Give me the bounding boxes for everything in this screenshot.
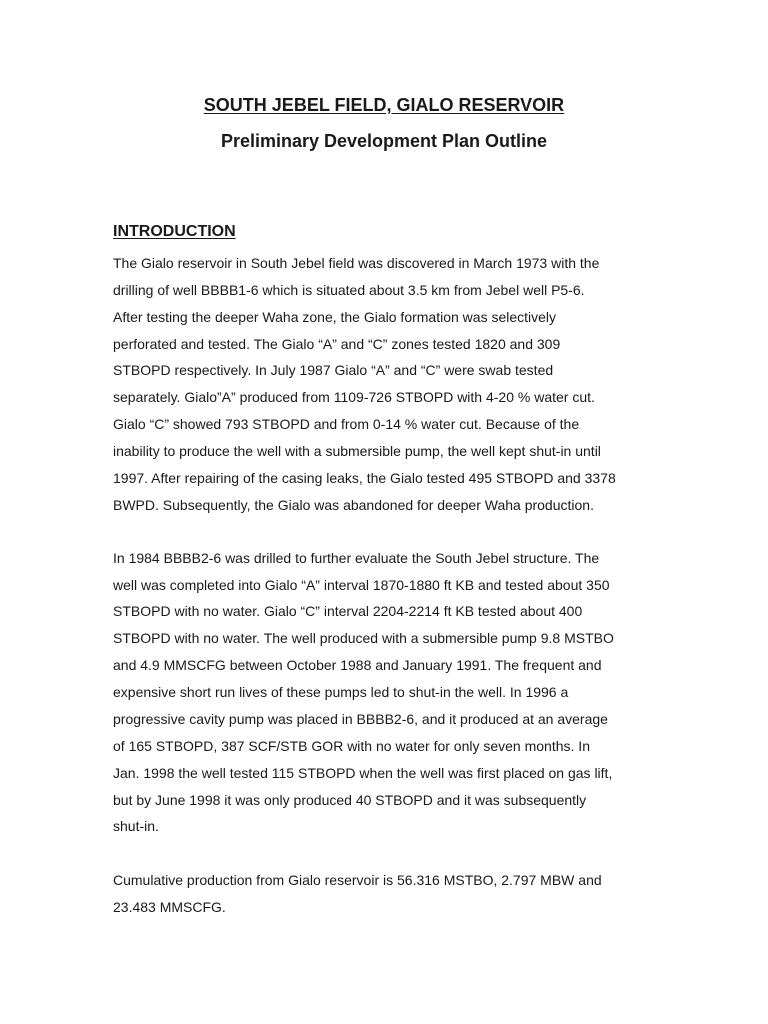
paragraph-line: Jan. 1998 the well tested 115 STBOPD when the well was first placed on gas lift, xyxy=(113,765,613,781)
paragraph-line: Cumulative production from Gialo reservoir is 56.316 MSTBO, 2.797 MBW and xyxy=(113,872,602,888)
paragraph-line: In 1984 BBBB2-6 was drilled to further evaluate the South Jebel structure. The xyxy=(113,550,600,566)
paragraph-line: drilling of well BBBB1-6 which is situated about 3.5 km from Jebel well P5-6. xyxy=(113,282,585,298)
paragraph-line: and 4.9 MMSCFG between October 1988 and January 1991. The frequent and xyxy=(113,657,602,673)
paragraph-line: 23.483 MMSCFG. xyxy=(113,899,226,915)
section-heading-introduction: INTRODUCTION xyxy=(113,223,236,240)
paragraph-line: inability to produce the well with a submersible pump, the well kept shut-in until xyxy=(113,443,601,459)
paragraph-line: but by June 1998 it was only produced 40 STBOPD and it was subsequently xyxy=(113,792,587,808)
paragraph-line: expensive short run lives of these pumps led to shut-in the well. In 1996 a xyxy=(113,684,569,700)
paragraph-line: Gialo “C” showed 793 STBOPD and from 0-14 % water cut. Because of the xyxy=(113,416,580,432)
paragraph-line: STBOPD respectively. In July 1987 Gialo “A” and “C” were swab tested xyxy=(113,362,554,378)
paragraph-line: The Gialo reservoir in South Jebel field was discovered in March 1973 with the xyxy=(113,255,600,271)
paragraph-line: BWPD. Subsequently, the Gialo was abandoned for deeper Waha production. xyxy=(113,497,594,513)
paragraph-line: progressive cavity pump was placed in BBBB2-6, and it produced at an average xyxy=(113,711,608,727)
paragraph-line: STBOPD with no water. The well produced with a submersible pump 9.8 MSTBO xyxy=(113,630,614,646)
paragraph-line: STBOPD with no water. Gialo “C” interval 2204-2214 ft KB tested about 400 xyxy=(113,603,583,619)
document-subtitle: Preliminary Development Plan Outline xyxy=(220,131,548,151)
paragraph-line: well was completed into Gialo “A” interval 1870-1880 ft KB and tested about 350 xyxy=(113,577,610,593)
paragraph-line: of 165 STBOPD, 387 SCF/STB GOR with no water for only seven months. In xyxy=(113,738,590,754)
paragraph-line: separately. Gialo”A” produced from 1109-726 STBOPD with 4-20 % water cut. xyxy=(113,389,595,405)
paragraph-line: 1997. After repairing of the casing leaks, the Gialo tested 495 STBOPD and 3378 xyxy=(113,470,616,486)
paragraph-line: shut-in. xyxy=(113,818,159,834)
paragraph-line: After testing the deeper Waha zone, the Gialo formation was selectively xyxy=(113,309,557,325)
document-title: SOUTH JEBEL FIELD, GIALO RESERVOIR xyxy=(203,95,565,115)
paragraph-line: perforated and tested. The Gialo “A” and “C” zones tested 1820 and 309 xyxy=(113,336,561,352)
